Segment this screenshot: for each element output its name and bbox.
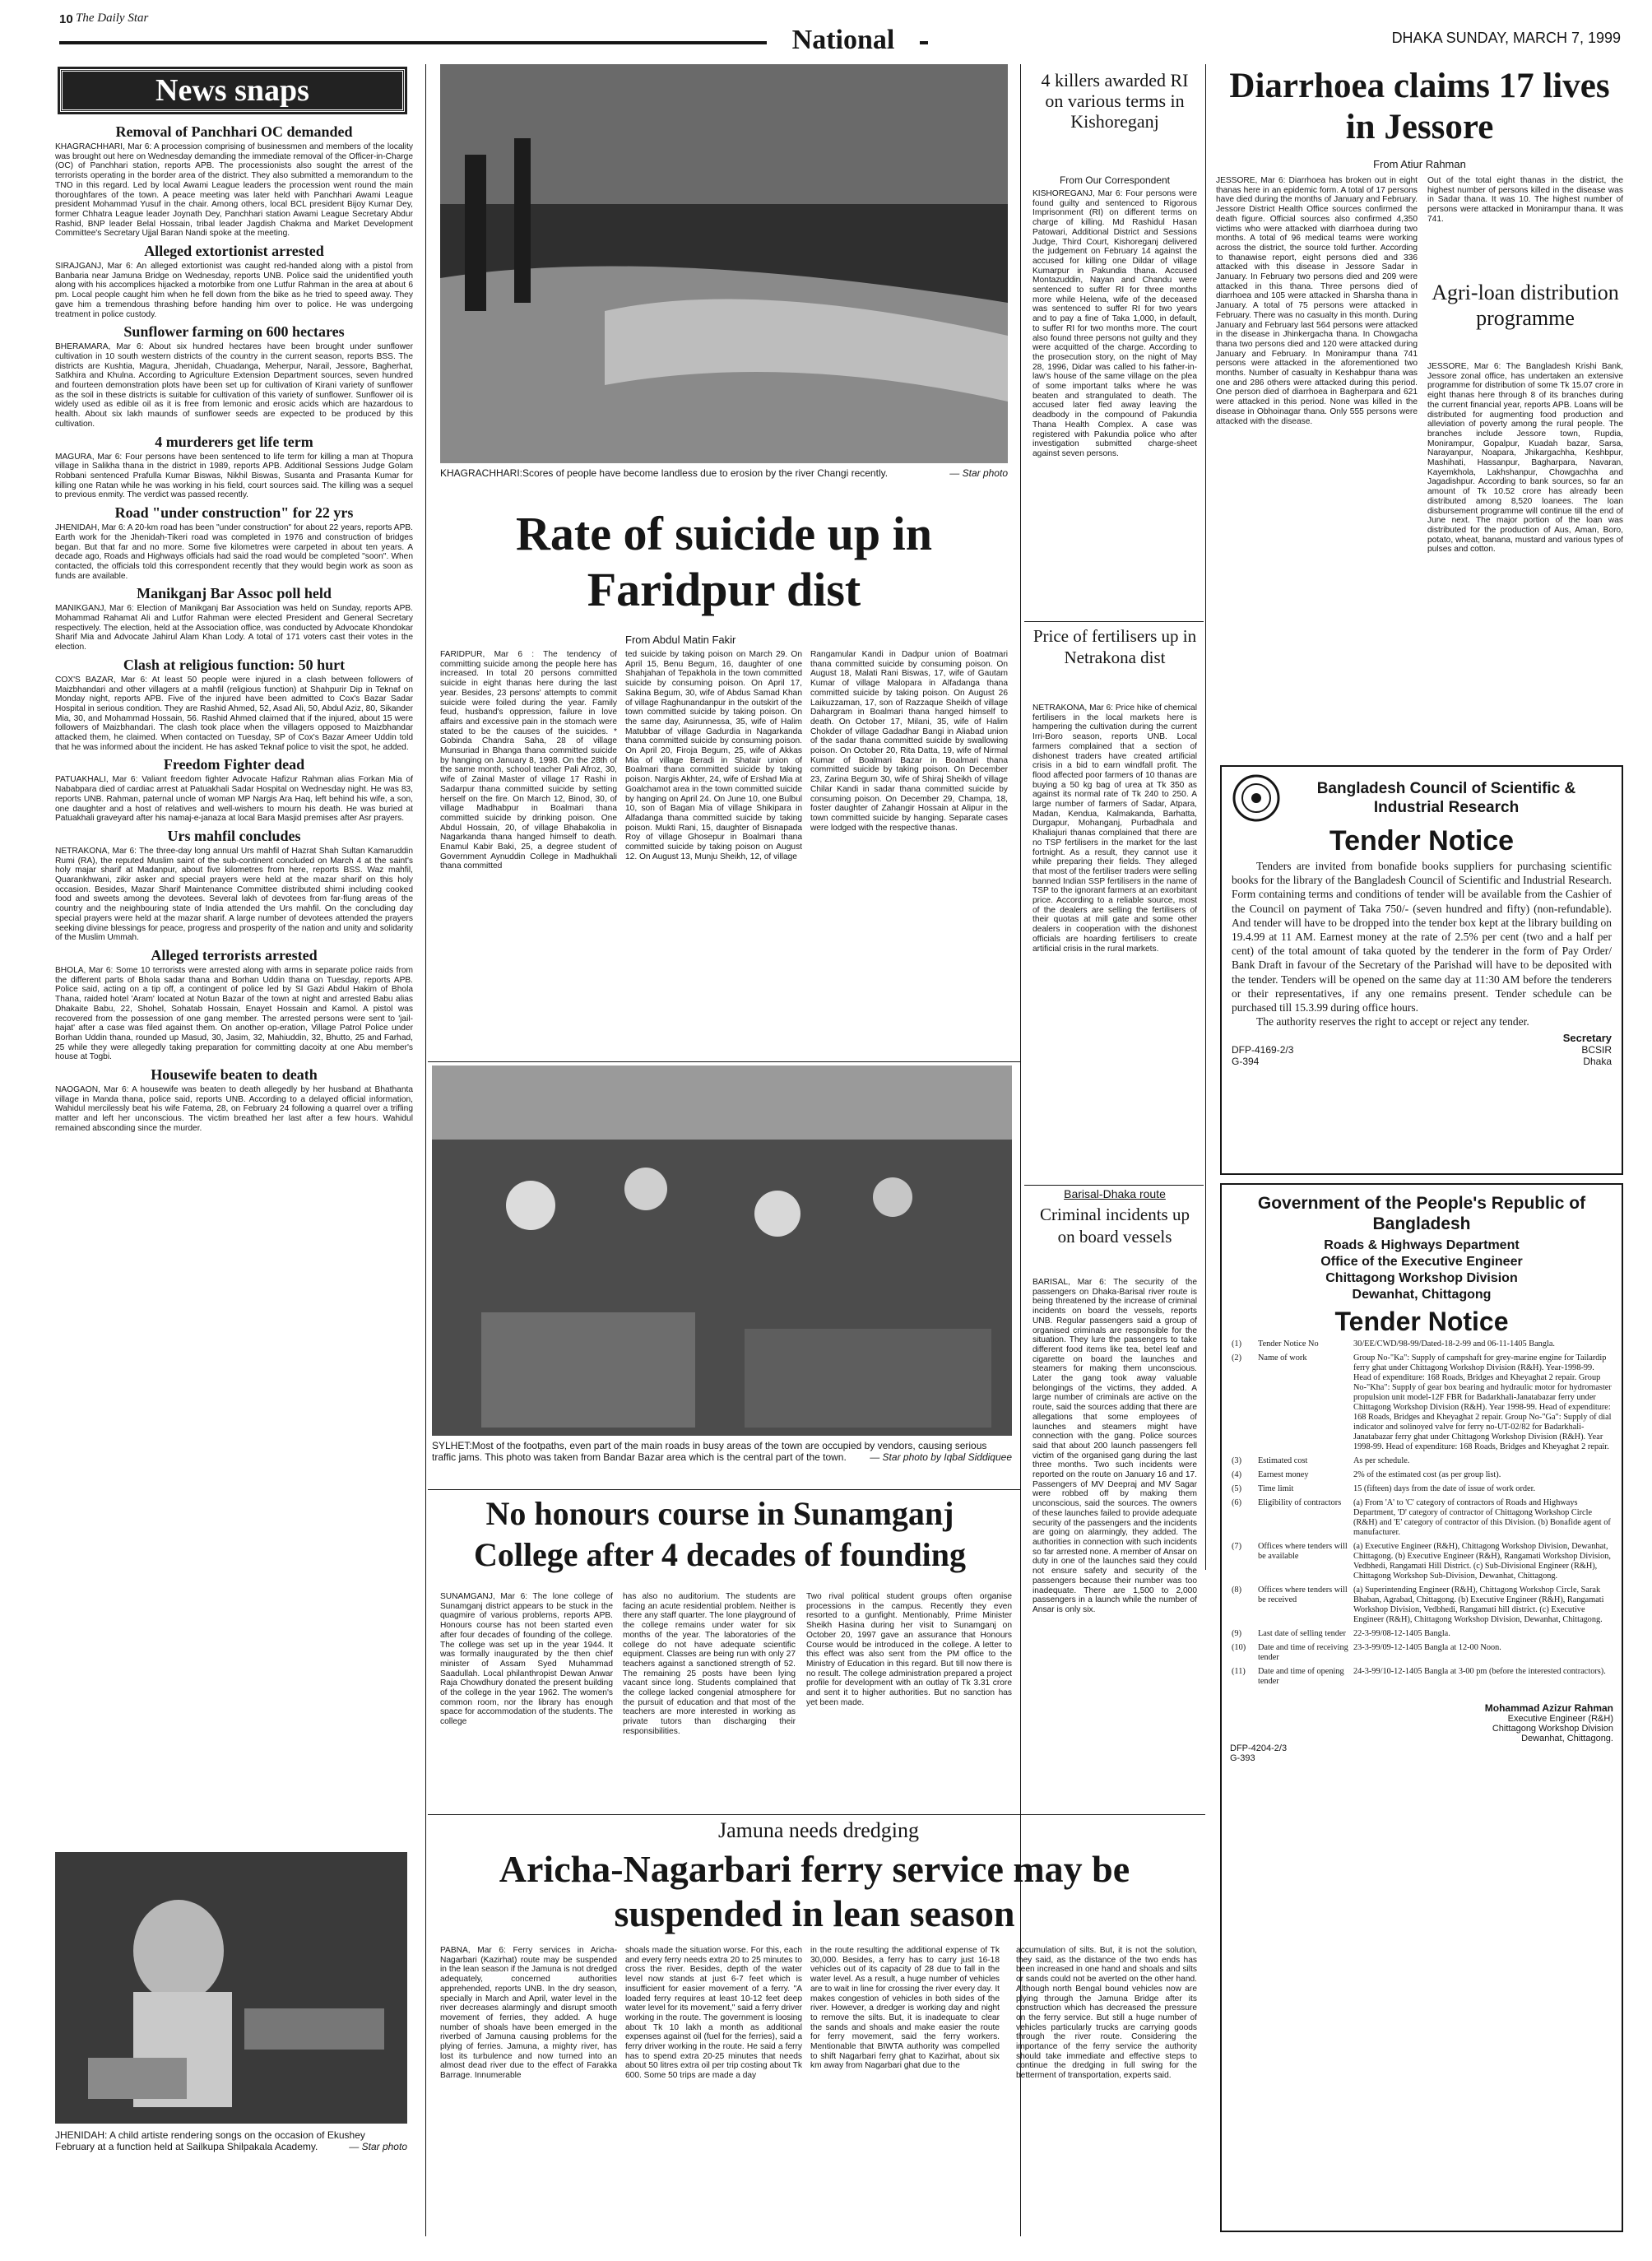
page-number: 10 (59, 12, 73, 26)
diarrhoea-headline: Diarrhoea claims 17 lives in Jessore (1229, 67, 1610, 146)
news-snap-text: KHAGRACHHARI, Mar 6: A procession comprising of businessmen and members of the locality was brought out here on Wednesday demanding the immediate removal of the Officer-in-Charge (OC) of Panchhari station, reports APB. The processionists also sought the arrest of the terrorists operating in the border area of the district. They also submitted a memorandum to the TNO in this regard. Led by local Awami League leaders the procession went round the main thoroughfares of the town. A peace meeting was later held with Panchhari Awami League president Mohammad Yusuf in the chair. Among others, local BCL president Bijoy Kumar Dey, former Chhatra League leader Joynath Dey, Panchhari station Awami League Secretary Abdur Rashid, BNP leader Belal Hossain, tribal leader Jagdish Chakma and Market Development Committee's Secretary Ujjal Baran Nandi spoke at the meeting. (55, 142, 413, 239)
rule-fertiliser-bottom (1024, 1185, 1204, 1186)
news-snap-title: Alleged extortionist arrested (144, 243, 324, 260)
rhd-tender-cell-val: (a) Executive Engineer (R&H), Chittagong Workshop Division, Dewanhat, Chittagong. (b) Executive Engineer (R&H), Rangamati Workshop Division, Vedbhedi, Rangamati Hill District. (c) Sub-Divisional Engineer (R&H), Chittagong Workshop Sub-Division, Dewanhat, Chittagong. (1353, 1542, 1611, 1581)
diarrhoea-byline: From Atiur Rahman (1373, 158, 1466, 170)
suicide-col-1: FARIDPUR, Mar 6 : The tendency of committing suicide among the people here has increased. In total 20 persons committed suicide in eight thanas here during the last year. Besides, 23 persons' attempts to commit suicide were foiled during the year. Family feud, husband's oppression, failure in love affairs and excessive pain in the stomach were stated to be the causes of the suicides. * Gobinda Chandra Saha, 28 of village Munsuriad in Bhanga thana committed suicide by hanging on January 8, 1998. On the 28th of the same month, school teacher Pali Afroz, 30, wife of Zainal Master of village 17 Rashi in Sadarpur thana committed suicide by setting herself on the fire. On March 12, Binod, 30, of village Madhabpur in Boalmari thana committed suicide by drinking poison. One Abdul Hossain, 20, of village Bhabakolia in Nagarkanda thana hanged himself to death. Enamul Kabir Baki, 25, a degree student of Government Aynuddin College in Madhukhali thana committed (440, 650, 617, 871)
news-snap-title: Sunflower farming on 600 hectares (123, 323, 345, 341)
rhd-tender-cell-val: (a) Superintending Engineer (R&H), Chittagong Workshop Circle, Sarak Bhaban, Agrabad, Chittagong. (b) Executive Engineer (R&H), Rangamati Workshop Division, Vedbhedi, Rangamati hill district. (c) Executive Engineer (R&H), Chittagong Workshop Division, Dewanhat, Chittagong. (1353, 1585, 1604, 1624)
rhd-tender-cell-n: (10) (1232, 1643, 1246, 1652)
bcsir-tender-note: The authority reserves the right to accept or reject any tender. (1256, 1015, 1529, 1028)
news-snap-text: PATUAKHALI, Mar 6: Valiant freedom fighter Advocate Hafizur Rahman alias Forkan Mia of Nababpara died of cardiac arrest at Patuakhali Sadar Hospital on Wednesday night. He was 83, reports UNB. Rahman, paternal uncle of woman MP Nargis Ara Haq, left behind his wife, a son, one daughter and a host of relatives and well-wishers to mourn his death. He was buried at Patuakhali graveyard after his namaj-e-janaza at local Bara Masjid premises after Asr prayers. (55, 775, 413, 824)
rhd-tender-cell-n: (8) (1232, 1585, 1242, 1595)
rhd-signer: Mohammad Azizur Rahman (1484, 1702, 1613, 1714)
rhd-tender-row (1230, 1353, 1613, 1456)
khagrachhari-credit: — Star photo (949, 467, 1008, 479)
rhd-tender-cell-val: Group No-"Ka": Supply of campshaft for grey-marine engine for Tailardip ferry ghat under Chittagong Workshop Division (R&H). Year-1998-99. Head of expenditure: 168 Roads, Bridges and Kheyaghat 2 repair. Group No-"Kha": Supply of gear box bearing and hydraulic motor for hydromaster propulsion unit model-12F FBR for Badarkhali-Janatabazar ferry under Chittagong Workshop Division (R&H). Year 1998-99. Head of expenditure: 168 Roads, Bridges and Kheyaghat 2 repair. Group No-"Ga": Supply of dial indicator and solinoyed valve for ferry no-UT-02/82 for Badarkhali-Janatabazar ferry ghat under Chittagong Workshop Division (R&H). Year 1998-99. Head of expenditure: 168 Roads, Bridges and Kheyaghat 2 repair. (1353, 1353, 1612, 1451)
rhd-heading-1: Government of the People's Republic of Bangladesh (1257, 1194, 1586, 1233)
bcsir-ref2: G-394 (1232, 1056, 1260, 1068)
rhd-tender-row (1230, 1542, 1613, 1585)
rhd-tender-cell-n: (1) (1232, 1339, 1242, 1349)
bcsir-city: Dhaka (1583, 1056, 1612, 1068)
bcsir-tender-notice (1220, 765, 1623, 1175)
suicide-headline: Rate of suicide up in Faridpur dist (516, 507, 932, 616)
news-snap-item (55, 828, 413, 943)
rhd-tender-cell-val: 2% of the estimated cost (as per group list). (1353, 1470, 1501, 1479)
rhd-tender-cell-n: (9) (1232, 1629, 1242, 1638)
dateline: DHAKA SUNDAY, MARCH 7, 1999 (1391, 30, 1621, 46)
news-snap-title: Freedom Fighter dead (163, 756, 305, 773)
aricha-col-2: shoals made the situation worse. For this, each and every ferry needs extra 20 to 25 minutes to cross the river. Besides, depth of the water level now stands at just 6-7 feet which is insufficient for easier movement of a ferry. "A loaded ferry requires at least 10-12 feet deep water level for its movement," said a ferry driver working in the route. The government is loosing about Tk 10 lakh a month as additional expenses against oil (fuel for the ferries), said a ferry driver working in the route. He said a ferry has to spend extra 20-25 minutes that needs about 50 litres extra oil per trip costing about Tk 600. Some 50 trips are made a day (625, 1946, 802, 2081)
news-snap-text: COX'S BAZAR, Mar 6: At least 50 people were injured in a clash between followers of Maizbhandari and other villagers at a mahfil (religious function) at Shahpurir Dip in Teknaf on Monday night, reports APB. Five of the injured have been admitted to Cox's Bazar Sadar Hospital in serious condition. They are Rashid Ahmed, 52, Asad Ali, 50, Abdul Aziz, 80, Sikander Mia, 30, and Mohammad Hossain, 56. Rashid Ahmed claimed that if the injured, about 15 were followers of Maizbhandari. The clash took place when the villagers opposed to Maizbhandar attacked them, he claimed. When contacted on Tuesday, SP of Cox's Bazar Ameer Uddin told that he was informed about the incident. He has asked Teknaf police to visit the spot, he added. (55, 675, 413, 752)
rhd-signer-place: Dewanhat, Chittagong. (1521, 1734, 1613, 1743)
agriloan-headline: Agri-loan distribution programme (1432, 281, 1619, 330)
news-snap-text: SIRAJGANJ, Mar 6: An alleged extortionist was caught red-handed along with a pistol from Banbaria near Jamuna Bridge on Wednesday, reports UNB. Police said the unidentified youth along with his accomplices hijacked a motorbike from one Lutfur Rahman in the area at about 6 pm. Local people caught him when he fell down from the bike as he tried to speed away. They gave him a tremendous thrashing before handing him over to police. He was undergoing treatment in police custody. (55, 262, 413, 319)
rhd-tender-cell-n: (3) (1232, 1456, 1242, 1465)
rule-kishoreganj-bottom (1024, 621, 1204, 622)
news-snap-text: BHERAMARA, Mar 6: About six hundred hectares have been brought under sunflower cultivation in 10 south western districts of the country in the current season, reports BSS. The districts are Kushtia, Magura, Jhenidah, Chuadanga, Meherpur, Narail, Jessore, Bagherhat, Satkhira and Khulna. According to Agriculture Extension Department sources, seven hundred and fourteen demonstration plots have been set up for cultivation of Kirani variety of sunflower as the soil in these districts is suitable for cultivation of this variety of sunflower. Sunflower oil is widely used as edible oil as it is free from lemonic and erosic acids which are hazardous to health. About six lakh maunds of sunflower seeds are expected to be produced by this cultivation. (55, 342, 413, 429)
bcsir-org-name: Bangladesh Council of Scientific & Industrial Research (1316, 780, 1576, 816)
diarrhoea-col-1: JESSORE, Mar 6: Diarrhoea has broken out in eight thanas here in an epidemic form. A total of 17 persons have died during the months of January and February. Jessore District Health Office sources confirmed the death figure. Official sources also confirmed 4,350 victims who were attacked with diarrhoea during two months. A total of 96 medical teams were working across the district, the source told further. According to thanawise report, eight persons died and 336 attacked with this disease in Jessore Sadar in January. In February two persons died and 209 were attacked in this thana. Three persons died of diarrhoea and 105 were attacked in Sharsha thana in January. A total of 75 persons were attacked in February. There was no casualty in this month. During January and February last 564 persons were attacked in the disease in Jhinkergacha thana. In Chowgacha thana two persons died and 120 were attacked during January and February. In Monirampur thana 741 persons were attacked in the aforementioned two months. Number of casualty in Keshabpur thana was one and 286 others were attacked during this period. One person died of diarrhoea in Bagherpara and 621 were attacked in this period. None was killed in the disease in Obhoinagar thana. Only 555 persons were attacked with the disease. (1216, 176, 1418, 426)
aricha-col-1: PABNA, Mar 6: Ferry services in Aricha-Nagarbari (Kazirhat) route may be suspended in the lean season if the Jamuna is not dredged adequately, concerned authorities apprehended, reports UNB. In the dry season, specially in March and April, water level in the river decreases alarmingly and disrupt smooth movement of ferries, they added. A huge number of shoals have been emerged in the riverbed of Jamuna causing problems for the plying of ferries. Jamuna, a mighty river, has lost its turbulence and now turned into an almost dead river due to the effect of Farakka Barrage. Innumerable (440, 1946, 617, 2081)
news-snaps-list (45, 123, 420, 1134)
aricha-col-4: accumulation of silts. But, it is not the solution, they said, as the distance of the two ends has been increased in one hand and shoals and silts or sands could not be averted on the other hand. Although north Bengal bound vehicles now are plying through the Jamuna Bridge after its construction which has decreased the pressure on the ferry service. But still a huge number of vehicles particularly trucks are carrying goods through the river route. Considering the importance of the ferry service the authority should take immediate and effective steps to continue the dredging in full swing for the betterment of transportation, experts said. (1016, 1946, 1197, 2081)
sylhet-photo (432, 1066, 1012, 1436)
suicide-col-2: ted suicide by taking poison on March 29. On April 15, Benu Begum, 16, daughter of one Shahjahan of Tepakhola in the town committed suicide by consuming poison. On April 17, Sakina Begum, 30, wife of Abdus Samad Khan of village Raghunandanpur in the outskirt of the town committed suicide by taking poison. On the same day, Asirunnessa, 35, wife of Halim Matubbar of village Gadurdia in Nagarkanda thana committed suicide by consuming poison. On April 20, Firoja Begum, 25, wife of Akkas Mia of village Beradi in Shatair union of Boalmari thana committed suicide by taking poison. Nargis Akhter, 24, wife of Ershad Mia at Goalchamot area in the town committed suicide by hanging on April 24. On June 10, one Bulbul 10, son of Bagan Mia of village Shikipara in Alfadanga thana committed suicide by taking poison. Mukti Rani, 15, daughter of Bisnapada Roy of village Ghosepur in Boalmari thana committed suicide by taking poison on August 12. On August 13, Munju Sheikh, 12, of village (625, 650, 802, 861)
rhd-tender-cell-n: (5) (1232, 1484, 1242, 1493)
news-snap-item (55, 585, 413, 652)
rhd-tender-row (1230, 1484, 1613, 1498)
sylhet-credit: — Star photo by Iqbal Siddiquee (870, 1451, 1012, 1463)
news-snap-text: MAGURA, Mar 6: Four persons have been sentenced to life term for killing a man at Thopura village in Salikha thana in the district in 1989, reports APB. Additional Sessions Judge Golam Robbani sentenced Prafulla Kumar Biswas, Nikhil Biswas, Susanta and Prasanta Kumar for killing one Ratan while he was working in his field, court sources said. The killing was a sequel to previous enmity. The verdict was passed recently. (55, 452, 413, 500)
rhd-tender-cell-label: Earnest money (1258, 1470, 1309, 1479)
rhd-tender-cell-label: Offices where tenders will be received (1258, 1585, 1348, 1604)
rhd-tender-row (1230, 1643, 1613, 1667)
jhenidah-credit: — Star photo (349, 2141, 407, 2152)
masthead-rule-right (920, 41, 928, 44)
news-snap-item (55, 243, 413, 319)
aricha-kicker: Jamuna needs dredging (717, 1818, 920, 1842)
rhd-tender-table (1230, 1339, 1613, 1691)
news-snap-item (55, 657, 413, 753)
kishoreganj-byline: From Our Correspondent (1059, 174, 1171, 186)
rhd-tender-cell-val: 22-3-99/08-12-1405 Bangla. (1353, 1629, 1450, 1638)
rhd-tender-cell-val: As per schedule. (1353, 1456, 1410, 1465)
agriloan-body: JESSORE, Mar 6: The Bangladesh Krishi Bank, Jessore zonal office, has undertaken an extensive programme for distribution of some Tk 15.07 crore in eight thanas here through 8 of its branches during the current financial year, reports APB. Loans will be distributed for augmenting food production and alleviation of poverty among the rural people. The branches include Jessore town, Rupdia, Monirampur, Gopalpur, Kuadah bazar, Sarsa, Narayanpur, Noapara, Jhikargachha, Keshbpur, Mashihati, Hassanpur, Bagharpara, Navaran, Kayemkhola, Lakhshanpur, Chowgachha and Jagadishpur. According to bank sources, so far an amount of Tk 10.52 crore has already been distributed among 8,520 loanees. The loan disbursement programme will continue till the end of June next. The major portion of the loan was distributed for the production of Aus, Aman, Boro, potato, wheat, banana, mustard and various types of pulses and cotton. (1427, 362, 1623, 555)
rhd-tender-cell-val: 15 (fifteen) days from the date of issue of work order. (1353, 1484, 1536, 1493)
rule-sylhet-top (428, 1061, 1020, 1062)
news-snap-title: Road "under construction" for 22 yrs (114, 504, 354, 522)
rhd-tender-cell-n: (7) (1232, 1542, 1242, 1551)
sylhet-caption (432, 1440, 1012, 1484)
rhd-tender-cell-n: (6) (1232, 1498, 1242, 1507)
rule-sylhet-bottom (428, 1489, 1020, 1490)
jhenidah-photo (55, 1852, 407, 2124)
rhd-tender-cell-val: 23-3-99/09-12-1405 Bangla at 12-00 Noon. (1353, 1643, 1501, 1652)
rhd-signer-title: Executive Engineer (R&H) (1507, 1714, 1613, 1724)
news-snap-text: MANIKGANJ, Mar 6: Election of Manikganj Bar Association was held on Sunday, reports APB. Mohammad Rahamat Ali and Lutfor Rahman were elected President and General Secretary respectively. The election, held at the Association office, was conducted by Advocate Khondokar Sharif Mia and Advocate Jahirul Alam Khan Lody. A total of 171 voters cast their votes in the election. (55, 604, 413, 652)
rhd-tender-cell-val: (a) From 'A' to 'C' category of contractors of Roads and Highways Department, 'D' category of contractor of Chittagong Workshop Circle (R&H) and 'E' category of contractor of this Division. (b) Bonafide agent of manufacturer. (1353, 1498, 1611, 1537)
rhd-tender-cell-label: Tender Notice No (1258, 1339, 1319, 1349)
rhd-signer-office: Chittagong Workshop Division (1492, 1724, 1613, 1734)
rhd-ref2: G-393 (1230, 1753, 1255, 1763)
masthead-rule-left (59, 41, 767, 44)
barisal-body: BARISAL, Mar 6: The security of the passengers on Dhaka-Barisal river route is being threatened by the increase of criminal incidents on board the vessels, reports UNB. Regular passengers said a group of organised criminals are responsible for the situation. They lure the passengers to take different food items like tea, betel leaf and cigarette on board the launches and steamers for making them unconscious. Later the gang took away valuable belongings of the victims, they added. A large number of criminals are active on the route, said the sources adding that there are allegations that some employees of launches and steamers might have connection with the gang. Police sources said that about 200 launch passengers fell victim of the organised gang during the last three months. Two such incidents were reported on the route on January 16 and 17. Passengers of MV Deepraj and MV Sagar were robbed off by making them unconscious, said the sources. The owners of these launches failed to provide adequate security of the passengers and the incidents are going on alarmingly, they added. The authorities in connection with such incidents so far arrested none. A member of Ansar on duty in one of the launches said they could not ensure safety and security of the passengers because their number was too inadequate. There are 1,500 to 2,000 passengers in a launch while the number of Ansar is only six. (1032, 1278, 1197, 1614)
rhd-tender-cell-n: (4) (1232, 1470, 1242, 1479)
rhd-tender-cell-val: 24-3-99/10-12-1405 Bangla at 3-00 pm (before the interested contractors). (1353, 1667, 1606, 1676)
rhd-tender-row (1230, 1629, 1613, 1643)
rhd-ref: DFP-4204-2/3 (1230, 1743, 1288, 1753)
news-snap-title: Clash at religious function: 50 hurt (123, 656, 346, 673)
khagrachhari-caption (440, 467, 1008, 500)
news-snap-text: NETRAKONA, Mar 6: The three-day long annual Urs mahfil of Hazrat Shah Sultan Kamaruddin Rumi (RA), the reputed Muslim saint of the sub-continent concluded on March 4 at the saint's holy majar sharif at Madanpur, about five kilometres from here, reports BSS. Waz mahfil, Quarankhwani, zikir asker and special prayers were held at the mazar sharif on this holy occasion. Besides, Mazar Sharif Maintenance Committee distributed shirni including cooked food and sweets among the devotees. Several lakh of devotees from far-flung areas of the country and the neighbouring state of India attended the Urs mahfil. On the concluding day special prayers were held at the mazar sharif. A large number of devotees attended the prayers seeking divine blessings for peace, progress and prosperity of the nation and unity and solidarity of the Muslim Ummah. (55, 846, 413, 943)
rhd-tender-row (1230, 1585, 1613, 1629)
khagrachhari-caption-text: KHAGRACHHARI:Scores of people have become landless due to erosion by the river Changi recently. (440, 467, 889, 479)
aricha-col-3: in the route resulting the additional expense of Tk 30,000. Besides, a ferry has to carry just 16-18 vehicles out of its capacity of 28 due to fall in the water level. As a result, a huge number of vehicles are to wait in line for crossing the river every day. It makes congestion of vehicles in both sides of the river. However, a dredger is working day and night to remove the silts. But, it is inadequate to clear the sands and shoals and make easier the route for ferry movement, said the ferry workers. Mentionable that BIWTA authority was compelled to shift Nagarbari ferry ghat to Kazirhat, about six km away from Nagarbari ghat due to the (810, 1946, 1000, 2071)
fertiliser-body: NETRAKONA, Mar 6: Price hike of chemical fertilisers in the local markets here is hampering the cultivation during the current Irri-Boro season, reports UNB. Local farmers complained that a section of dishonest traders have created artificial crisis in a bid to earn windfall profit. The flood affected poor farmers of 10 thanas are buying a 50 kg bag of urea at Tk 350 as against its normal rate of Tk 240 to 250. A large number of farmers of Sadar, Atpara, Madan, Kendua, Kalmakanda, Barhatta, Durgapur, Mohanganj, Purbadhala and Khaliajuri thanas complained that there are no TSP fertilisers in the market for the last fortnight. As a result, they cannot use it while preparing their fields. They alleged that most of the fertiliser traders were selling banned Indian SSP fertilisers in the name of TSP to the ignorant farmers at an exorbitant price. According to a reliable source, most of the dealers are selling the fertilisers of their quotas at mill gate and some other dealers in cooperation with the dishonest officials are hoarding fertilisers to create artificial crisis in the rural markets. (1032, 703, 1197, 954)
rule-col-1 (425, 64, 426, 2236)
barisal-headline: Criminal incidents up on board vessels (1040, 1205, 1190, 1247)
news-snap-item (55, 434, 413, 501)
sylhet-caption-text: SYLHET:Most of the footpaths, even part of the main roads in busy areas of the town are occupied by vendors, causing serious traffic jams. This photo was taken from Bandar Bazar area which is the central part of the town. (432, 1440, 987, 1463)
suicide-byline: From Abdul Matin Fakir (625, 634, 736, 646)
rhd-heading-5: Dewanhat, Chittagong (1352, 1288, 1492, 1302)
rhd-tender-cell-label: Name of work (1258, 1353, 1307, 1363)
rhd-tender-cell-label: Estimated cost (1258, 1456, 1308, 1465)
fertiliser-headline: Price of fertilisers up in Netrakona dist (1032, 626, 1197, 667)
news-snap-text: BHOLA, Mar 6: Some 10 terrorists were arrested along with arms in separate police raids from the different parts of Bhola sadar thana and Borhan Uddin thana on Tuesday, reports APB. Police said, acting on a tip off, a contingent of police led by SI Gazi Abdul Hakim of Bhola Thana, raided hotel 'Aram' located at Notun Bazar of the town at night and arrested Babu alias Dhakaite Babu, 22, Shohel, Sohatab Hossain, Enayet Hossain and Kamol. A pistol was recovered from the possession of one gang member. The arrested persons were sent to 'jail-hajat' after a case was filed against them. On another op-eration, Village Patrol Police under Borhan Uddin thana, rounded up Masud, 30, Jasim, 32, Mahiuddin, 32, Bhutto, 25 and Farhad, 25 while they were allegedly taking preparation for committing dacoity at one Abu member's house at Togbi. (55, 966, 413, 1062)
diarrhoea-col-2: Out of the total eight thanas in the district, the highest number of persons killed in the disease was in Sadar thana. It was 10. The highest number of persons were attacked in Monirampur thana. It was 741. (1427, 176, 1623, 224)
rhd-tender-notice (1220, 1183, 1623, 2232)
kishoreganj-headline: 4 killers awarded RI on various terms in Kishoreganj (1041, 70, 1189, 132)
news-snap-title: Manikganj Bar Assoc poll held (137, 585, 332, 602)
rhd-tender-row (1230, 1498, 1613, 1542)
jhenidah-caption (55, 2129, 407, 2179)
jhenidah-photo-image (55, 1852, 407, 2124)
rhd-tender-cell-label: Last date of selling tender (1258, 1629, 1346, 1638)
bcsir-logo-icon (1232, 773, 1281, 823)
sunamganj-col-2: has also no auditorium. The students are facing an acute residential problem. Neither is there any staff quarter. The lone playground of the college remains under water for six months of the year. The laboratories of the college do not have adequate scientific equipment. Classes are being run with only 27 teachers against a sanctioned strength of 52. The remaining 25 posts have been lying vacant since long. Students complained that the college lacked congenial atmosphere for the pursuit of education and that most of the teachers are more interested in working as private tutors than discharging their responsibilities. (623, 1592, 796, 1736)
rhd-tender-cell-n: (2) (1232, 1353, 1242, 1363)
jhenidah-caption-text: JHENIDAH: A child artiste rendering songs on the occasion of Ekushey February at a function held at Sailkupa Shilpakala Academy. (55, 2129, 365, 2152)
newspaper-name: The Daily Star (76, 12, 149, 25)
news-snap-text: JHENIDAH, Mar 6: A 20-km road has been "under construction" for about 22 years, reports APB. Earth work for the Jhenidah-Tikeri road was completed in 1976 and construction of bridges began. But that far and no more. Some five kilometres were carpeted in about ten years. A decade ago, Roads and Highways officials had said the road would be completed "soon". When contacted, the officials told this correspondent recently that they would begin work as soon as funds are available. (55, 523, 413, 581)
news-snaps-banner: News snaps (60, 69, 405, 112)
rhd-tender-row (1230, 1667, 1613, 1691)
news-snap-title: Urs mahfil concludes (167, 827, 301, 844)
sylhet-photo-image (432, 1066, 1012, 1436)
bcsir-tender-body: Tenders are invited from bonafide books suppliers for purchasing scientific books for the library of the Bangladesh Council of Scientific and Industrial Research. Form containing terms and conditions of tender will be available from the Cashier of the Council on payment of Taka 750/- (seven hundred and fifty) (non-refundable). And tender will have to be dropped into the tender box kept at the library building on 19.4.99 at 11 AM. Earnest money at the rate of 2.5% per cent (two and a half per cent) of the total amount of taka quoted by the tenderer in the form of Pay Order/ Bank Draft in favour of the Secretary of the Parishad will have to be deposited with the tender. Tenders will be opened on the same day at 11:30 AM before the tenderers or their representatives, if any one remains present. Tender schedule can be purchased till 15.3.99 during office hours. (1232, 860, 1612, 1014)
news-snap-item (55, 123, 413, 239)
rhd-tender-row (1230, 1456, 1613, 1470)
sunamganj-col-1: SUNAMGANJ, Mar 6: The lone college of Sunamganj district appears to be stuck in the quagmire of various problems, reports APB. Honours course has not been started even after four decades of founding of the college. The college was set up in the year 1944. It was formally inaugurated by the then chief minister of Assam Syed Muhammad Saadullah. Local philanthropist Dewan Anwar Raja Chowdhury donated the present building of the college in the year 1962. The women's common room, nor the library has enough space for accommodation of the students. The college (440, 1592, 613, 1727)
sunamganj-headline: No honours course in Sunamganj College after 4 decades of founding (473, 1495, 967, 1573)
bcsir-signer-org: BCSIR (1581, 1044, 1612, 1056)
rhd-tender-title: Tender Notice (1334, 1307, 1509, 1336)
rhd-tender-cell-label: Time limit (1258, 1484, 1294, 1493)
kishoreganj-body: KISHOREGANJ, Mar 6: Four persons were found guilty and sentenced to Rigorous Imprisonment (RI) on different terms on charge of killing. Md Rashidul Hasan Patowari, Additional District and Sessions Judge, Third Court, Kishoreganj delivered the judgement on February 14 against the accused for killing one Dildar of village Kumarpur in Pakundia thana. Accused Montazuddin, Nayan and Chandu were sentenced to suffer RI for three months more while Helena, wife of the deceased was sentenced to suffer RI for two years and to pay a fine of Taka 1,000, in default, to suffer RI for two months more. The court also found three persons not guilty and they were acquitted of the charge. According to the prosecution story, on the night of May 28, 1996, Didar was called to his father-in-law's house of the same village on the plea of some important talks where he was beaten and strangulated to death. The accused later fled away leaving the deadbody in the compound of Pakundia Thana Health Complex. A case was registered with Pakundia police who after investigation submitted charge-sheet against seven persons. (1032, 189, 1197, 458)
rhd-tender-row (1230, 1470, 1613, 1484)
rhd-tender-cell-label: Offices where tenders will be available (1258, 1542, 1348, 1561)
news-snap-item (55, 1066, 413, 1134)
barisal-kicker: Barisal-Dhaka route (1064, 1187, 1166, 1200)
bcsir-signer: Secretary (1562, 1032, 1612, 1045)
news-snap-item (55, 504, 413, 581)
news-snap-item (55, 947, 413, 1062)
aricha-headline: Aricha-Nagarbari ferry service may be suspended in lean season (499, 1848, 1130, 1934)
suicide-col-3: Rangamular Kandi in Dadpur union of Boatmari thana committed suicide by consuming poison. On August 18, Malati Rani Biswas, 17, wife of Gautam Kumar of village Malopara in Alfadanga thana committed suicide by taking poison. On August 26 Laikuzzaman, 17, son of Razzaque Sheikh of village Dahargram in Boalmari thana hanged himself to death. On October 17, Milani, 35, wife of Halim Chokder of village Gadadhar Bangi in Aliabad union of the sadar thana committed suicide by swallowing poison. On October 20, Rita Datta, 19, wife of Nirmal Kumar of Boalmari Bazar in Boalmari thana committed suicide by taking poison. On December 23, Zarina Begum 30, wife of Shiraj Sheikh of village Chilar Kandi in sadar thana committed suicide by consuming poison. On December 29, Champa, 18, foster daughter of Zahangir Hossain at Alipur in the town committed suicide by hanging. Separate cases were lodged with the respective thanas. (810, 650, 1008, 833)
news-snap-title: 4 murderers get life term (155, 433, 313, 450)
rule-col-3 (1205, 64, 1206, 1570)
rhd-tender-row (1230, 1339, 1613, 1353)
news-snap-item (55, 323, 413, 429)
news-snap-title: Alleged terrorists arrested (151, 947, 318, 963)
rhd-tender-cell-n: (11) (1232, 1667, 1246, 1676)
rhd-heading-3: Office of the Executive Engineer (1320, 1255, 1523, 1269)
sunamganj-col-3: Two rival political student groups often organise processions in the campus. Recently they even resorted to a gunfight. Mentionably, Prime Minister Sheikh Hasina during her visit to Sunamganj on October 20, 1997 gave an assurance that Honours Course would be introduced in the college. A letter to this effect was also sent from the PM office to the Ministry of Education in this regard. But till now there is no result. The college administration prepared a project profile for development with an outlay of Tk 3.31 crore and sent it to higher authorities. But no sanction has yet been made. (806, 1592, 1012, 1707)
bcsir-tender-title: Tender Notice (1329, 825, 1515, 857)
news-snap-title: Housewife beaten to death (151, 1066, 318, 1084)
rhd-tender-cell-label: Date and time of receiving tender (1258, 1643, 1348, 1662)
bcsir-ref: DFP-4169-2/3 (1232, 1044, 1294, 1056)
section-title: National (791, 25, 895, 55)
rhd-tender-cell-val: 30/EE/CWD/98-99/Dated-18-2-99 and 06-11-1405 Bangla. (1353, 1339, 1555, 1349)
khagrachhari-photo (440, 64, 1008, 463)
news-snap-text: NAOGAON, Mar 6: A housewife was beaten to death allegedly by her husband at Bhathanta village in Manda thana, police said, reports UNB. According to a delayed official information, Wahidul mercilessly beat his wife Fatema, 28, on February 24 following a quarrel over a trifling matter and left her unconscious. The victim breathed her last after a few hours. Wahidul remained absconding since the murder. (55, 1085, 413, 1133)
news-snap-title: Removal of Panchhari OC demanded (115, 123, 353, 140)
rhd-tender-cell-label: Eligibility of contractors (1258, 1498, 1342, 1507)
rhd-heading-4: Chittagong Workshop Division (1325, 1271, 1518, 1285)
rhd-tender-cell-label: Date and time of opening tender (1258, 1667, 1344, 1686)
rule-sunamganj-bottom (428, 1814, 1205, 1815)
rhd-heading-2: Roads & Highways Department (1324, 1238, 1520, 1252)
khagrachhari-photo-image (440, 64, 1008, 463)
news-snaps-column (45, 64, 420, 2236)
news-snap-item (55, 756, 413, 824)
